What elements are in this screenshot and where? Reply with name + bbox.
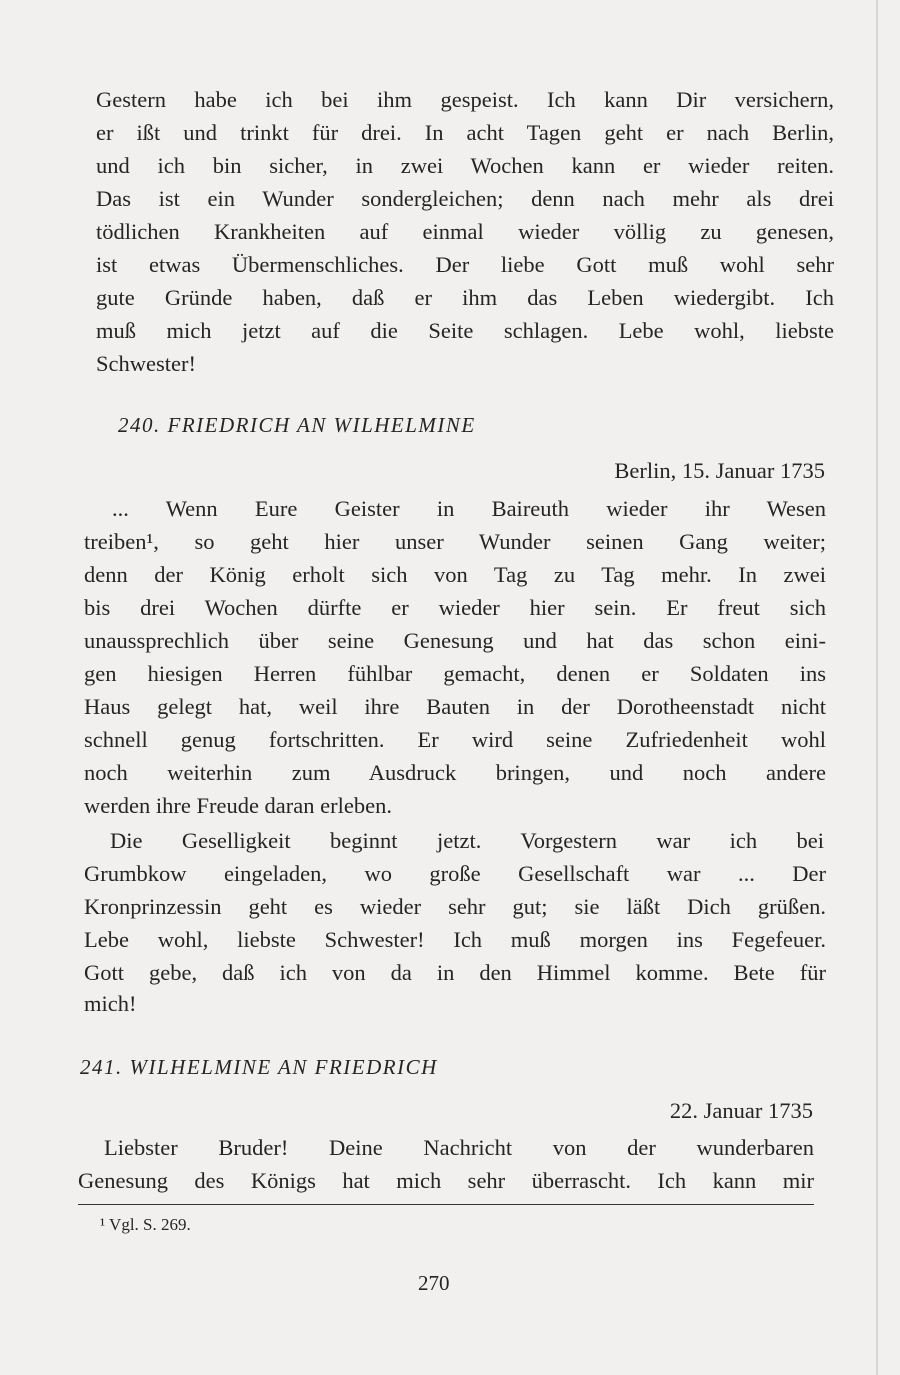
text-line: noch weiterhin zum Ausdruck bringen, und noch andere xyxy=(84,760,826,785)
text-line: ... Wenn Eure Geister in Baireuth wieder ihr Wesen xyxy=(112,496,826,521)
text-line: Liebster Bruder! Deine Nachricht von der wunderbaren xyxy=(104,1135,814,1160)
text-line: und ich bin sicher, in zwei Wochen kann er wieder reiten. xyxy=(96,153,834,178)
text-line: gute Gründe haben, daß er ihm das Leben wiedergibt. Ich xyxy=(96,285,834,310)
text-line: unaussprechlich über seine Genesung und hat das schon eini- xyxy=(84,628,826,653)
text-line: Die Geselligkeit beginnt jetzt. Vorgestern war ich bei xyxy=(110,828,824,853)
page-number: 270 xyxy=(418,1271,450,1295)
text-line: Genesung des Königs hat mich sehr überrascht. Ich kann mir xyxy=(78,1168,814,1193)
letter-heading: 241. WILHELMINE AN FRIEDRICH xyxy=(80,1055,438,1079)
text-line: tödlichen Krankheiten auf einmal wieder völlig zu genesen, xyxy=(96,219,834,244)
footnote-rule xyxy=(78,1204,814,1205)
text-line: Das ist ein Wunder sondergleichen; denn nach mehr als drei xyxy=(96,186,834,211)
text-line: gen hiesigen Herren fühlbar gemacht, denen er Soldaten ins xyxy=(84,661,826,686)
text-line: werden ihre Freude daran erleben. xyxy=(84,793,392,818)
text-line: Gott gebe, daß ich von da in den Himmel komme. Bete für xyxy=(84,960,826,985)
letter-heading: 240. FRIEDRICH AN WILHELMINE xyxy=(118,413,476,437)
text-line: treiben¹, so geht hier unser Wunder seinen Gang weiter; xyxy=(84,529,826,554)
text-line: bis drei Wochen dürfte er wieder hier sein. Er freut sich xyxy=(84,595,826,620)
text-line: Schwester! xyxy=(96,351,196,376)
page-edge xyxy=(876,0,878,1375)
text-line: Lebe wohl, liebste Schwester! Ich muß morgen ins Fegefeuer. xyxy=(84,927,826,952)
letter-date: 22. Januar 1735 xyxy=(669,1098,813,1123)
text-line: Haus gelegt hat, weil ihre Bauten in der Dorotheenstadt nicht xyxy=(84,694,826,719)
text-line: Kronprinzessin geht es wieder sehr gut; sie läßt Dich grüßen. xyxy=(84,894,826,919)
footnote: ¹ Vgl. S. 269. xyxy=(100,1215,191,1234)
text-line: muß mich jetzt auf die Seite schlagen. Lebe wohl, liebste xyxy=(96,318,834,343)
text-line: Gestern habe ich bei ihm gespeist. Ich kann Dir versichern, xyxy=(96,87,834,112)
text-line: ist etwas Übermenschliches. Der liebe Gott muß wohl sehr xyxy=(96,252,834,277)
text-line: schnell genug fortschritten. Er wird seine Zufriedenheit wohl xyxy=(84,727,826,752)
text-line: mich! xyxy=(84,991,137,1016)
text-line: denn der König erholt sich von Tag zu Tag mehr. In zwei xyxy=(84,562,826,587)
text-line: er ißt und trinkt für drei. In acht Tagen geht er nach Berlin, xyxy=(96,120,834,145)
text-line: Grumbkow eingeladen, wo große Gesellschaft war ... Der xyxy=(84,861,826,886)
letter-date: Berlin, 15. Januar 1735 xyxy=(614,458,825,483)
